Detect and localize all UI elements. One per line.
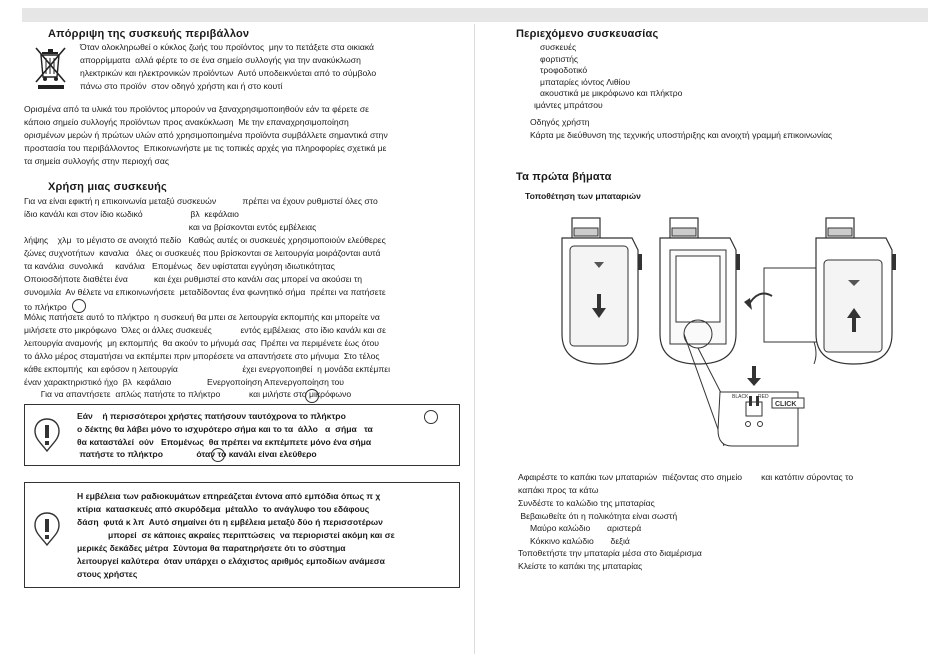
usage-line-16-text: Για να απαντήσετε απλώς πατήστε το πλήκτρο και μιλήστε στο μικρόφωνο — [24, 389, 352, 399]
step-line-7: Τοποθετήστε την μπαταρία μέσα στο διαμέρισμα — [518, 548, 702, 558]
recycle-bin-icon — [30, 44, 72, 92]
step-line-4: Βεβαιωθείτε ότι η πολικότητα είναι σωστή — [518, 511, 678, 521]
warning1-line-2: ο δέκτης θα λάβει μόνο το ισχυρότερο σήμα και το τα άλλο α σήμα τα — [77, 424, 373, 434]
warning2-line-4: μπορεί σε κάποιες ακραίες περιπτώσεις να περιοριστεί ακόμη και σε — [77, 530, 395, 540]
usage-line-5: ζώνες συχνοτήτων καναλια όλες οι συσκευές που βρίσκονται σε λειτουργία μοιράζονται αυτά — [24, 248, 381, 258]
battery-subtitle: Τοποθέτηση των μπαταριών — [525, 191, 641, 201]
list-item: μπαταρίες ιόντος Λιθίου — [540, 76, 631, 87]
usage-line-7: Οποιοσδήποτε διαθέτει ένα και έχει ρυθμιστεί στο κανάλι σας μπορεί να ακούσει τη — [24, 274, 363, 284]
disposal-line-4: πάνω στο προϊόν στον οδηγό χρήστη και ή στο κουτί — [80, 81, 283, 91]
usage-line-14: κάθε εκπομπής και εφόσον η λειτουργία έχει ενεργοποιηθεί η μονάδα εκπέμπει — [24, 364, 390, 374]
list-item: ακουστικά με μικρόφωνο και πλήκτρο — [540, 88, 683, 99]
warning2-line-2: κτίρια κατασκευές από σκυρόδεμα μέταλλο το ανάγλυφο του εδάφους — [77, 504, 370, 514]
talk-button-icon — [72, 299, 86, 313]
step-line-5: Μαύρο καλώδιο αριστερά — [518, 523, 642, 533]
warning2-line-1: Η εμβέλεια των ραδιοκυμάτων επηρεάζεται έντονα από εμπόδια όπως π χ — [77, 491, 381, 501]
warning2-line-6: λειτουργεί καλύτερα όταν υπάρχει ο ελάχιστος αριθμός εμποδίων ανάμεσα — [77, 556, 385, 566]
list-item: ιμάντες μπράτσου — [534, 99, 603, 110]
warning-icon — [33, 417, 61, 453]
usage-line-1: Για να είναι εφικτή η επικοινωνία μεταξύ συσκευών πρέπει να έχουν ρυθμιστεί όλες στο — [24, 196, 378, 206]
disposal-title: Απόρριψη της συσκευής περιβάλλον — [48, 28, 250, 40]
step-line-2: καπάκι προς τα κάτω — [518, 485, 599, 495]
header-bar — [22, 8, 928, 22]
usage-line-8: συνομιλία Αν θέλετε να επικοινωνήσετε μεταδίδοντας ένα φωνητικό σήμα πρέπει να πατήσετε — [24, 287, 386, 297]
warning2-line-7: στους χρήστες — [77, 569, 138, 579]
usage-line-11: μιλήσετε στο μικρόφωνο Όλες οι άλλες συσκευές εντός εμβέλειας στο ίδιο κανάλι και σε — [24, 325, 386, 335]
warning2-line-3: δάση φυτά κ λπ Αυτό σημαίνει ότι η εμβέλεια μεταξύ δύο ή περισσοτέρων — [77, 517, 383, 527]
step-line-1: Αφαιρέστε το καπάκι των μπαταριών πιέζοντας στο σημείο και κατόπιν σύροντας το — [518, 472, 854, 482]
talk-button-icon — [424, 410, 438, 424]
usage-line-3: και να βρίσκονται εντός εμβέλειας — [24, 222, 317, 232]
first-steps-title: Τα πρώτα βήματα — [516, 171, 612, 183]
click-label: CLICK — [775, 401, 797, 408]
disposal-line-2: απορρίμματα αλλά φέρτε το σε ένα σημείο συλλογής για την ανακύκλωση — [80, 55, 361, 65]
usage-line-12: λειτουργία αναμονής μη εκπομπής θα ακούν το μήνυμά σας Πρέπει να περιμένετε έως ότου — [24, 338, 379, 348]
warning1-line-1: Εάν ή περισσότεροι χρήστες πατήσουν ταυτόχρονα το πλήκτρο — [77, 411, 346, 421]
usage-line-10: Μόλις πατήσετε αυτό το πλήκτρο η συσκευή θα μπει σε λειτουργία εκπομπής και μπορείτε να — [24, 312, 380, 322]
device-battery-open-illustration — [660, 218, 818, 364]
disposal-line-3: ηλεκτρικών και ηλεκτρονικών προϊόντων Αυτό υποδεικνύεται από το σύμβολο — [80, 68, 377, 78]
black-label: BLACK — [732, 394, 749, 400]
usage-title: Χρήση μιας συσκευής — [48, 181, 167, 193]
usage-line-13: το άλλο μέρος σταματήσει να εκπέμπει πριν μπορέσετε να απαντήσετε στο μήνυμα Στο τέλος — [24, 351, 380, 361]
usage-line-15: έναν χαρακτηριστικό ήχο βλ κεφάλαιο Ενεργοποίηση Απενεργοποίηση του — [24, 377, 344, 387]
disposal-line-1: Όταν ολοκληρωθεί ο κύκλος ζωής του προϊόντος μην το πετάξετε στα οικιακά — [80, 42, 374, 52]
list-item: τροφοδοτικό — [540, 65, 588, 76]
page-divider — [474, 24, 475, 654]
warning1-line-4: πατήστε το πλήκτρο όταν το κανάλι είναι ελεύθερο — [77, 449, 317, 459]
step-line-3: Συνδέστε το καλώδιο της μπαταρίας — [518, 498, 655, 508]
package-item-guide: Οδηγός χρήστη — [530, 117, 590, 127]
list-item: φορτιστής — [540, 53, 579, 64]
talk-button-icon — [211, 448, 225, 462]
disposal-para-5: τα σημεία συλλογής στην περιοχή σας — [24, 156, 169, 166]
warning-icon — [33, 511, 61, 547]
usage-line-2: ίδιο κανάλι και στον ίδιο κωδικό βλ κεφάλαιο — [24, 209, 239, 219]
step-line-8: Κλείστε το καπάκι της μπαταρίας — [518, 561, 643, 571]
usage-line-4: λήψης χλμ το μέγιστο σε ανοιχτό πεδίο Καθώς αυτές οι συσκευές χρησιμοποιούν ελεύθερες — [24, 235, 386, 245]
device-cover-removed-illustration — [562, 218, 642, 364]
usage-line-6: τα κανάλια συνολικά κανάλια Επομένως δεν υφίσταται εγγύηση ιδιωτικότητας — [24, 261, 335, 271]
package-list — [534, 42, 683, 112]
warning2-line-5: μερικές δεκάδες μέτρα Σύντομα θα παρατηρήσετε ότι το σύστημα — [77, 543, 346, 553]
usage-line-9-text: το πλήκτρο — [24, 302, 67, 312]
package-title: Περιεχόμενο συσκευασίας — [516, 28, 659, 40]
step-line-6: Κόκκινο καλώδιο δεξιά — [518, 536, 630, 546]
warning1-line-3: θα καταστάλεί ούν Επομένως θα πρέπει να εκπέμπετε μόνο ένα σήμα — [77, 437, 372, 447]
usage-line-16 — [24, 389, 351, 401]
package-item-card: Κάρτα με διεύθυνση της τεχνικής υποστήριξης και ανοιχτή γραμμή επικοινωνίας — [530, 130, 833, 140]
disposal-para-1: Ορισμένα από τα υλικά του προϊόντος μπορούν να ξαναχρησιμοποιηθούν εάν τα φέρετε σε — [24, 104, 369, 114]
red-label: RED — [758, 394, 769, 400]
talk-button-icon — [305, 389, 319, 403]
device-cover-closed-illustration — [816, 218, 896, 364]
disposal-para-4: προστασία του περιβάλλοντος Επικοινωνήστε με τις τοπικές αρχές για πληροφορίες σχετικά με — [24, 143, 387, 153]
warning-box-collision — [24, 404, 460, 466]
battery-installation-illustration — [552, 214, 904, 454]
warning-box-range — [24, 482, 460, 588]
disposal-para-2: κάποιο σημείο συλλογής προϊόντων προς ανακύκλωση Με την επαναχρησιμοποίηση — [24, 117, 349, 127]
disposal-para-3: ορισμένων μερών ή πρώτων υλών από χρησιμοποιημένα προϊόντα συμβάλλετε σημαντικά στην — [24, 130, 388, 140]
list-item: συσκευές — [540, 42, 577, 52]
